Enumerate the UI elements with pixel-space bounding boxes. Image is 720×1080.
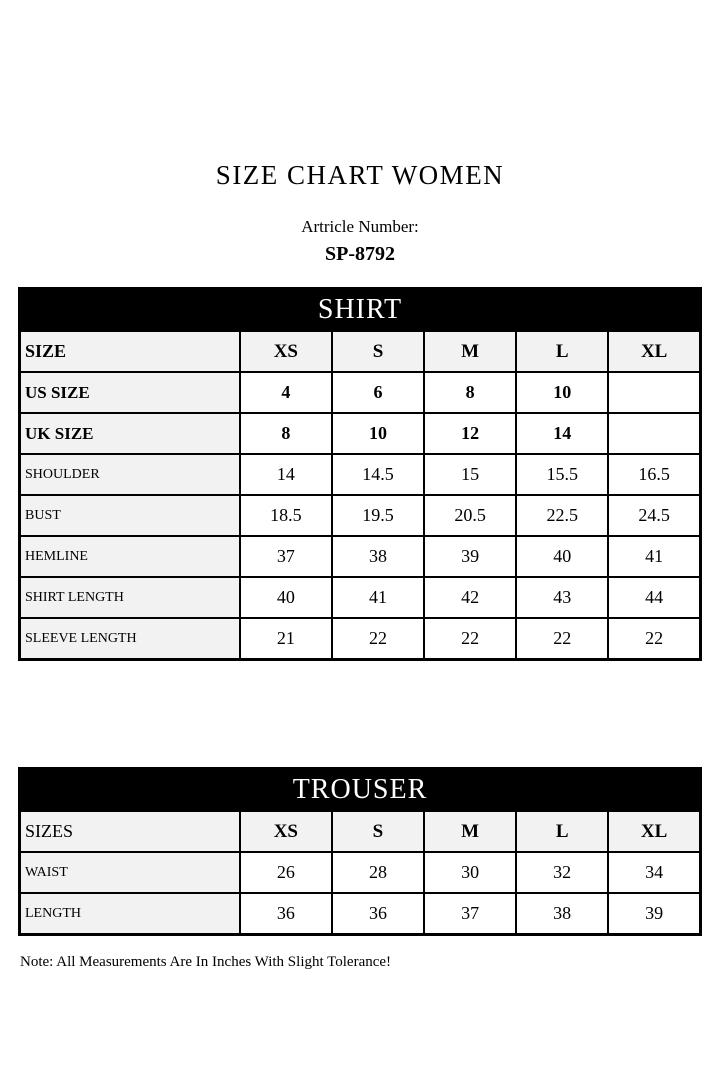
value-cell: 18.5 [240,495,332,536]
value-cell: XS [240,331,332,372]
row-label-cell: SHIRT LENGTH [20,577,240,618]
value-cell: 24.5 [608,495,700,536]
value-cell [608,372,700,413]
row-label-cell: UK SIZE [20,413,240,454]
value-cell: 20.5 [424,495,516,536]
row-label-cell: SIZE [20,331,240,372]
value-cell: 36 [240,893,332,935]
value-cell: 32 [516,852,608,893]
value-cell: L [516,811,608,852]
value-cell: L [516,331,608,372]
value-cell: 8 [240,413,332,454]
value-cell: 37 [240,536,332,577]
value-cell: 16.5 [608,454,700,495]
value-cell: 40 [240,577,332,618]
value-cell: 22 [424,618,516,660]
value-cell: 10 [516,372,608,413]
value-cell: 40 [516,536,608,577]
value-cell: S [332,331,424,372]
value-cell: XL [608,331,700,372]
article-number-value: SP-8792 [325,243,395,266]
value-cell: 21 [240,618,332,660]
value-cell: 22 [332,618,424,660]
value-cell: S [332,811,424,852]
value-cell: 22 [516,618,608,660]
value-cell: XL [608,811,700,852]
value-cell: 22 [608,618,700,660]
value-cell: 22.5 [516,495,608,536]
row-label-cell: WAIST [20,852,240,893]
row-label-cell: SLEEVE LENGTH [20,618,240,660]
table-row-shirt-length [20,577,701,618]
value-cell: 6 [332,372,424,413]
value-cell: 15.5 [516,454,608,495]
table-row-sleeve-length [20,618,701,660]
table-row-length [20,893,701,935]
value-cell: 14.5 [332,454,424,495]
value-cell: 39 [424,536,516,577]
table-row-waist [20,852,701,893]
table-row-sizes [20,811,701,852]
value-cell: 4 [240,372,332,413]
value-cell: M [424,331,516,372]
value-cell: 8 [424,372,516,413]
table-row-uk-size [20,413,701,454]
table-row-size [20,331,701,372]
value-cell: 42 [424,577,516,618]
article-number-label: Artricle Number: [301,217,419,237]
value-cell: 36 [332,893,424,935]
trouser-size-table [18,767,702,936]
value-cell: M [424,811,516,852]
value-cell: 43 [516,577,608,618]
value-cell: 38 [332,536,424,577]
value-cell: XS [240,811,332,852]
shirt-size-table [18,287,702,661]
row-label-cell: SIZES [20,811,240,852]
table-title-row [20,289,701,332]
row-label-cell: LENGTH [20,893,240,935]
value-cell: 39 [608,893,700,935]
value-cell: 44 [608,577,700,618]
trouser-table-title: TROUSER [20,769,701,812]
row-label-cell: HEMLINE [20,536,240,577]
measurements-note: Note: All Measurements Are In Inches With Slight Tolerance! [20,954,392,971]
table-row-hemline [20,536,701,577]
page-title: SIZE CHART WOMEN [215,160,505,190]
row-label-cell: BUST [20,495,240,536]
value-cell: 34 [608,852,700,893]
value-cell: 14 [240,454,332,495]
value-cell: 28 [332,852,424,893]
value-cell: 26 [240,852,332,893]
value-cell: 15 [424,454,516,495]
value-cell: 38 [516,893,608,935]
value-cell [608,413,700,454]
table-row-bust [20,495,701,536]
value-cell: 14 [516,413,608,454]
table-row-shoulder [20,454,701,495]
value-cell: 41 [608,536,700,577]
table-title-row [20,769,701,812]
row-label-cell: US SIZE [20,372,240,413]
value-cell: 10 [332,413,424,454]
value-cell: 37 [424,893,516,935]
row-label-cell: SHOULDER [20,454,240,495]
table-row-us-size [20,372,701,413]
shirt-table-title: SHIRT [20,289,701,332]
value-cell: 19.5 [332,495,424,536]
value-cell: 12 [424,413,516,454]
value-cell: 41 [332,577,424,618]
value-cell: 30 [424,852,516,893]
